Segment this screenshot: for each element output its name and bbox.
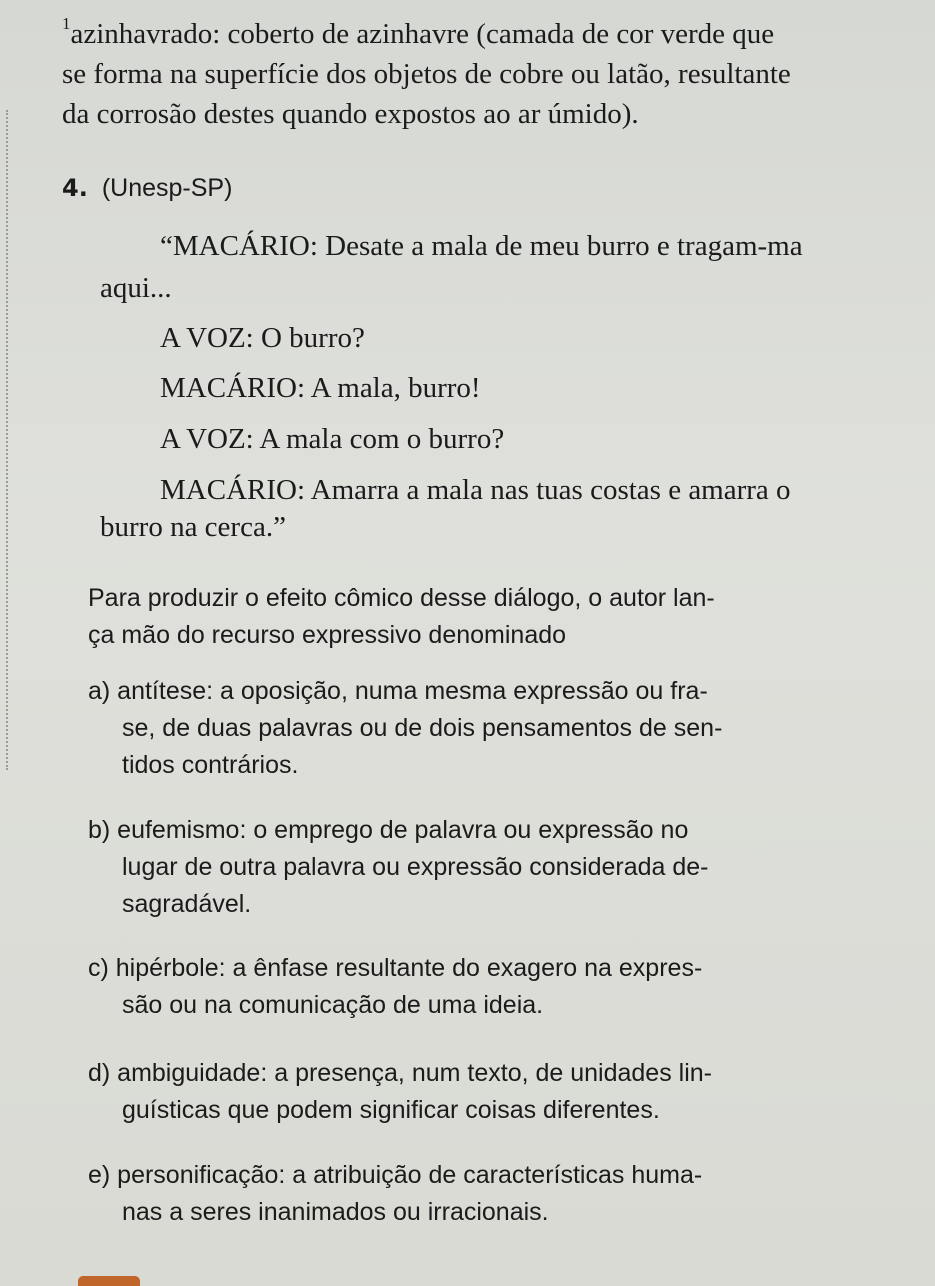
footnote — [62, 14, 912, 134]
dialogue-line: aqui... — [100, 272, 172, 304]
dialogue-line: MACÁRIO: A mala, burro! — [160, 372, 481, 404]
question-header — [62, 174, 232, 203]
answer-option-d[interactable]: d) ambiguidade: a presença, num texto, de unidades lin- guísticas que podem significar coisas diferentes. — [88, 1059, 712, 1124]
question-source: (Unesp-SP) — [101, 174, 233, 202]
dialogue-line: MACÁRIO: Amarra a mala nas tuas costas e amarra o — [160, 474, 791, 506]
answer-option-a[interactable]: a) antítese: a oposição, numa mesma expressão ou fra- se, de duas palavras ou de dois pensamentos de sen- tidos contrários. — [88, 677, 723, 779]
dialogue-line: A VOZ: A mala com o burro? — [160, 423, 505, 455]
dialogue-line: A VOZ: O burro? — [160, 322, 365, 354]
footnote-line-1: $^1$azinhavrado: coberto de azinhavre (camada de cor verde que — [62, 14, 775, 50]
dialogue-line: burro na cerca.” — [100, 511, 286, 543]
footnote-line-3: da corrosão destes quando expostos ao ar úmido). — [62, 98, 639, 130]
footnote-line-2: se forma na superfície dos objetos de cobre ou latão, resultante — [62, 58, 791, 90]
answer-option-e[interactable]: e) personificação: a atribuição de características huma- nas a seres inanimados ou irracionais. — [88, 1161, 703, 1226]
answer-option-c[interactable]: c) hipérbole: a ênfase resultante do exagero na expres- são ou na comunicação de uma ideia. — [88, 954, 703, 1019]
page-edge-mark — [78, 1276, 140, 1286]
margin-dotted-rule — [6, 110, 8, 770]
question-number: 4. — [62, 174, 88, 202]
dialogue-line: “MACÁRIO: Desate a mala de meu burro e tragam-ma — [160, 230, 803, 262]
answer-option-b[interactable]: b) eufemismo: o emprego de palavra ou expressão no lugar de outra palavra ou expressão considerada de- sagradável. — [88, 816, 709, 918]
question-prompt: Para produzir o efeito cômico desse diálogo, o autor lan- ça mão do recurso expressivo denominado — [88, 584, 715, 649]
footnote-marker: 1 — [62, 14, 71, 33]
